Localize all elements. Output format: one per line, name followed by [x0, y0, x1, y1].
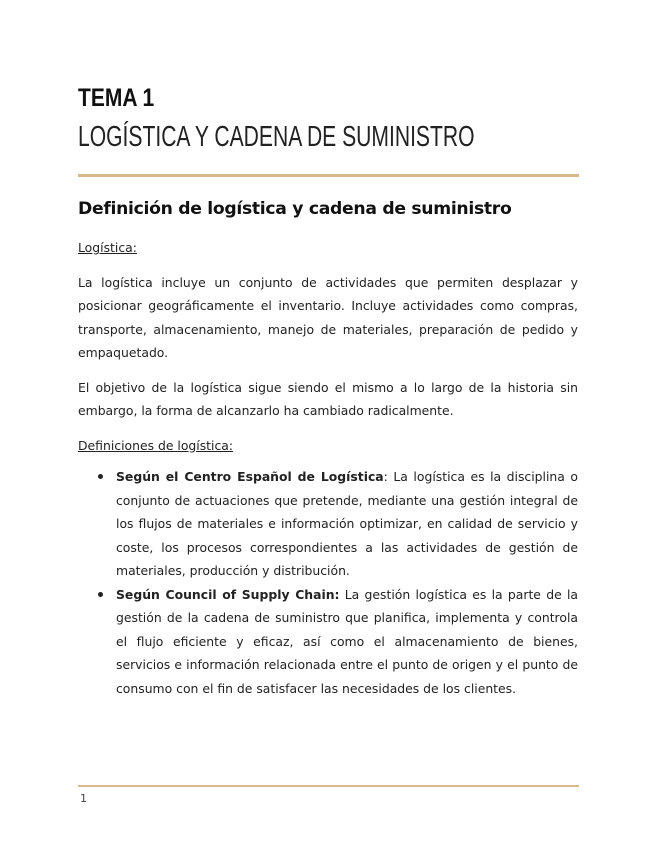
- title-block: [78, 84, 578, 153]
- paragraph-2: El objetivo de la logística sigue siendo el mismo a lo largo de la historia sin embargo, la forma de alcanzarlo ha cambiado radicalmente.: [78, 379, 578, 418]
- paragraph-1: La logística incluye un conjunto de actividades que permiten desplazar y posicionar geográficamente el inventario. Incluye actividades como compras, transporte, almacenamiento, manejo de materiales, preparación de pedido y empaquetado.: [78, 274, 578, 360]
- definition-text: La gestión logística es la parte de la gestión de la cadena de suministro que planifica, implementa y controla el flujo eficiente y eficaz, así como el almacenamiento de bienes, servicios e información relacionada entre el punto de origen y el punto de consumo con el fin de satisfacer las necesidades de los clientes.: [116, 586, 578, 696]
- bullet-icon: [98, 592, 103, 597]
- definition-separator: :: [383, 469, 388, 484]
- definitions-list: [98, 465, 578, 700]
- definition-text: La logística es la disciplina o conjunto de actuaciones que pretende, mediante una gestión integral de los flujos de materiales e información optimizar, en calidad de servicio y coste, los procesos correspondientes a las actividades de gestión de materiales, producción y distribución.: [116, 469, 579, 578]
- topic-number: TEMA 1: [78, 84, 155, 112]
- main-content: [78, 197, 578, 700]
- definiciones-label: Definiciones de logística:: [78, 437, 234, 453]
- section-heading: Definición de logística y cadena de suministro: [78, 199, 512, 219]
- list-item: [98, 465, 578, 583]
- definition-term: Según Council of Supply Chain:: [116, 586, 340, 602]
- topic-title: LOGÍSTICA Y CADENA DE SUMINISTRO: [78, 121, 475, 153]
- top-divider: [78, 174, 579, 177]
- page-number: 1: [80, 792, 87, 805]
- bullet-icon: [98, 474, 103, 479]
- list-item: [98, 583, 578, 701]
- definition-term: Según el Centro Español de Logística: [116, 469, 384, 484]
- bottom-divider: [78, 785, 579, 787]
- logistica-label: Logística:: [78, 240, 137, 255]
